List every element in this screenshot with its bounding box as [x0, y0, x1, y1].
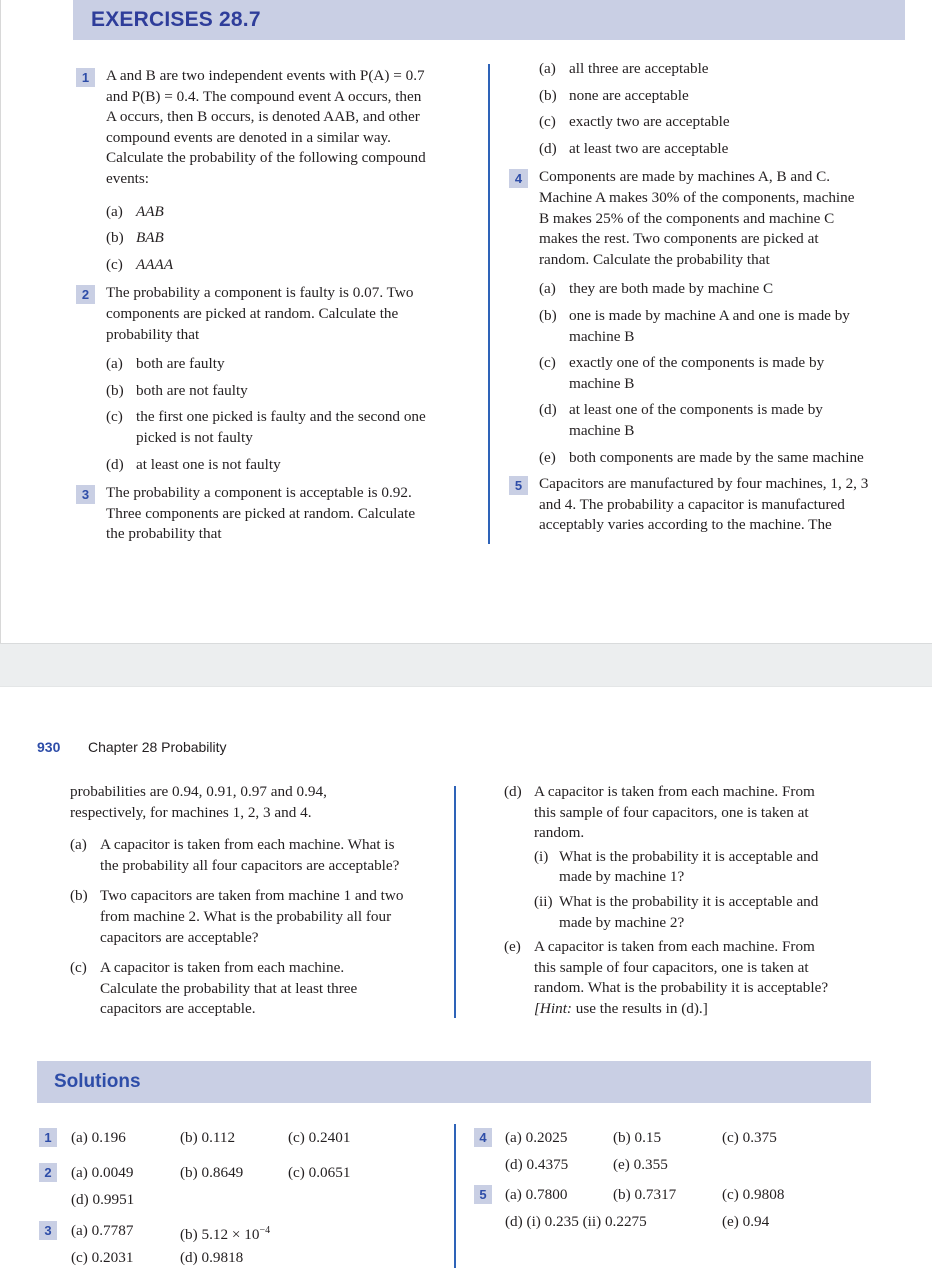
exercise-text: B makes 25% of the components and machine C [539, 209, 835, 227]
sub-sub-question: (ii) What is the probability it is acceptable and made by machine 2? [534, 892, 819, 931]
sub-question: (e) A capacitor is taken from each machine. From this sample of four capacitors, one is taken at random. What is the probability it is acceptable? [Hint: use the results in (d).] [504, 938, 829, 1017]
sub-question: (a) both are faulty [106, 355, 225, 373]
exercise-text: the probability that [106, 525, 222, 543]
solution-number-badge: 2 [39, 1163, 57, 1182]
sub-question: (e) both components are made by the same machine [539, 448, 864, 466]
hint-text: use the results in (d).] [571, 999, 708, 1017]
exercise-text: The probability a component is acceptable is 0.92. [106, 484, 412, 502]
column-divider [488, 64, 490, 544]
sub-question: (c) AAAA [106, 255, 174, 273]
exercise-2 [76, 283, 476, 475]
exercise-text: A occurs, then B occurs, is denoted AAB, and other [106, 108, 420, 126]
solution-row: 5 (a) 0.7800 (b) 0.7317 (c) 0.9808 [474, 1185, 894, 1205]
exercise-text: acceptably varies according to the machine. The [539, 516, 832, 534]
solution-number-badge: 3 [39, 1221, 57, 1240]
exercise-text: and 4. The probability a capacitor is manufactured [539, 495, 845, 513]
sub-question: (b) one is made by machine A and one is made by machine B [539, 306, 850, 345]
exercise-text: makes the rest. Two components are picked at [539, 230, 819, 248]
exercise-1 [76, 66, 476, 275]
column-divider [454, 786, 456, 1018]
exercise-text: events: [106, 169, 150, 187]
sub-question: (d) at least two are acceptable [539, 139, 729, 157]
solution-number-badge: 5 [474, 1185, 492, 1204]
exercise-text: probabilities are 0.94, 0.91, 0.97 and 0.94, [70, 783, 327, 800]
exercise-text: respectively, for machines 1, 2, 3 and 4. [70, 803, 312, 821]
solution-row: (d) 0.4375 (e) 0.355 [505, 1156, 668, 1173]
hint-label: [Hint: [534, 999, 572, 1017]
solutions-title: Solutions [54, 1071, 141, 1092]
exercise-text: Three components are picked at random. Calculate [106, 504, 416, 522]
solution-row: 2 (a) 0.0049 (b) 0.8649 (c) 0.0651 [39, 1163, 439, 1183]
sub-question: (d) A capacitor is taken from each machine. From this sample of four capacitors, one is taken at random. (i) What is the probability it is acceptable and made by machine 1? (ii) What is the probability it is acceptable and made by machine 2? [504, 782, 884, 933]
exercise-number-badge: 5 [509, 476, 528, 495]
solution-number-badge: 4 [474, 1128, 492, 1147]
sub-question: (a) all three are acceptable [539, 60, 709, 77]
exercise-3 [76, 483, 476, 545]
solution-row: (d) 0.9951 [71, 1191, 135, 1208]
right-column [509, 59, 919, 536]
page-gap [0, 643, 932, 687]
exercise-number-badge: 1 [76, 68, 95, 87]
exercise-text: The probability a component is faulty is 0.07. Two [106, 284, 414, 302]
sub-question: (c) the first one picked is faulty and the second one picked is not faulty [106, 408, 426, 446]
sub-question: (c) exactly one of the components is made by machine B [539, 354, 825, 392]
sub-question: (a) AAB [106, 202, 164, 220]
column-divider [454, 1124, 456, 1268]
sub-question: (b) none are acceptable [539, 86, 689, 104]
exercise-text: components are picked at random. Calculate the [106, 304, 399, 322]
sub-question: (b) both are not faulty [106, 381, 248, 399]
exercise-text: Components are made by machines A, B and C. [539, 168, 831, 186]
exercise-text: A and B are two independent events with P(A) = 0.7 [106, 67, 425, 84]
sub-question: (d) at least one of the components is made by machine B [539, 401, 823, 439]
sub-question: (a) they are both made by machine C [539, 280, 774, 298]
chapter-title: Chapter 28 Probability [88, 739, 227, 755]
sub-question: (c) A capacitor is taken from each machine. Calculate the probability that at least three capacitors are acceptable. [70, 959, 358, 1018]
exercises-title: EXERCISES 28.7 [91, 8, 261, 31]
exercise-text: Machine A makes 30% of the components, machine [539, 188, 855, 206]
exercise-number-badge: 3 [76, 485, 95, 504]
sub-question: (a) A capacitor is taken from each machine. What is the probability all four capacitors are acceptable? [70, 836, 400, 874]
sub-sub-question: (i) What is the probability it is acceptable and made by machine 1? [534, 847, 819, 886]
page-bottom [0, 688, 932, 1280]
sub-question: (b) BAB [106, 229, 164, 247]
left-column [76, 66, 476, 545]
exercise-text: random. Calculate the probability that [539, 250, 770, 268]
exercise-text: compound events are denoted in a similar way. [106, 128, 391, 146]
exercise-number-badge: 2 [76, 285, 95, 304]
solutions-header [37, 1061, 871, 1103]
solution-row: (d) (i) 0.235 (ii) 0.2275 (e) 0.94 [505, 1213, 770, 1230]
sub-question: (b) Two capacitors are taken from machine 1 and two from machine 2. What is the probability all four capacitors are acceptable? [70, 887, 404, 946]
solution-row: (c) 0.2031 (d) 0.9818 [71, 1249, 244, 1266]
right-column [504, 782, 884, 1026]
solution-row: 3 (a) 0.7787 (b) $5.12 \times 10^{-4}$ [39, 1221, 439, 1241]
left-column [70, 782, 450, 1026]
exercise-text: Capacitors are manufactured by four machines, 1, 2, 3 [539, 475, 869, 493]
solution-number-badge: 1 [39, 1128, 57, 1147]
exercise-5 [509, 474, 919, 536]
solution-row: 4 (a) 0.2025 (b) 0.15 (c) 0.375 [474, 1128, 894, 1148]
solution-row: 1 (a) 0.196 (b) 0.112 (c) 0.2401 [39, 1128, 439, 1148]
page-number: 930 [37, 739, 61, 755]
exercises-header [73, 0, 905, 40]
exercise-number-badge: 4 [509, 169, 528, 188]
exercise-4 [509, 167, 919, 468]
sub-question: (d) at least one is not faulty [106, 455, 281, 473]
exercise-text: and P(B) = 0.4. The compound event A occurs, then [106, 87, 422, 105]
exercise-text: Calculate the probability of the following compound [106, 149, 426, 167]
exercise-3-items [509, 59, 919, 159]
sub-question: (c) exactly two are acceptable [539, 113, 730, 131]
exercise-text: probability that [106, 325, 200, 343]
